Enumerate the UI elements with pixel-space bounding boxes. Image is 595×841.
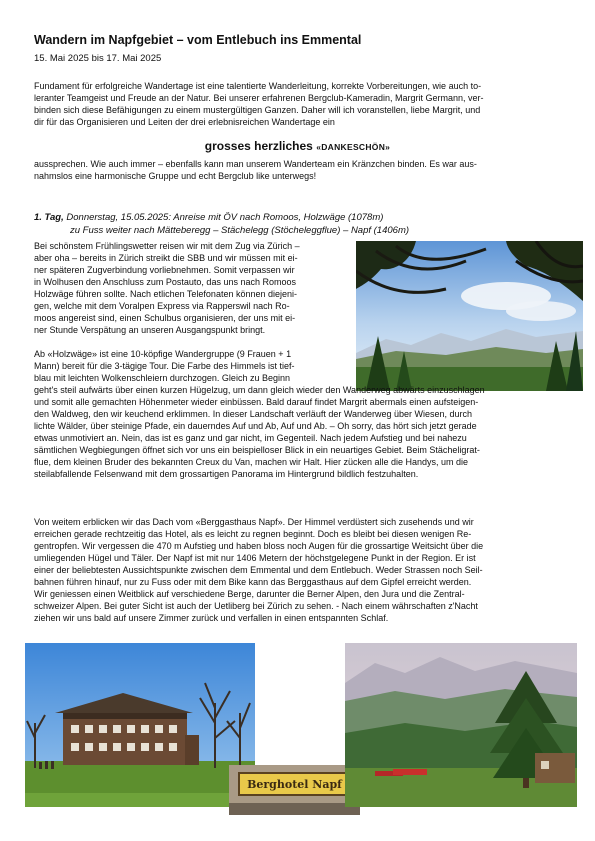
text-line: erreichen gerade rechtzeitig das Hotel, als es leicht zu regnen beginnt. Doch es bleibt bei diesen wenigen Re-	[34, 529, 472, 539]
thanks-heading	[0, 139, 595, 153]
text-line: ner Stunde Verspätung an unseren Ausgangspunkt bringt.	[34, 325, 266, 335]
text-line: blau mit leichten Wolkenschleiern durchzogen. Gleich zu Beginn	[34, 373, 290, 383]
sign-photo	[229, 765, 360, 815]
text-line: gentropfen. Wir vergessen die 470 m Aufstieg und haben bloss noch Augen für die grossartige Weitsicht über die	[34, 541, 484, 551]
hotel-photo	[25, 643, 255, 807]
text-line: und somit alle gemachten Höhenmeter wieder einbüssen. Bald darauf findet Margrit abermals einen aufsteigen-	[34, 397, 479, 407]
text-line: etwas unmotiviert an. Nein, das ist es ganz und gar nicht, im Gegenteil. Nach jedem Aufstieg und bei nahezu	[34, 433, 467, 443]
text-line: Bei schönstem Frühlingswetter reisen wir mit dem Zug via Zürich –	[34, 241, 300, 251]
text-line: nahmslos eine harmonische Gruppe und echt Bergclub like unterwegs!	[34, 171, 317, 181]
closing-paragraph	[34, 158, 559, 182]
text-line: Von weitem erblicken wir das Dach vom «Berggasthaus Napf». Der Himmel verdüstert sich zusehends und wir	[34, 517, 474, 527]
text-line: steilabfallende Felsenwand mit dem grossartigen Panorama im Hintergrund bildlich festzuhalten.	[34, 469, 419, 479]
text-line: Ab «Holzwäge» ist eine 10-köpfige Wandergruppe (9 Frauen + 1	[34, 349, 292, 359]
column-paragraph	[34, 240, 348, 384]
body-paragraph-1	[34, 384, 560, 480]
text-line: schweizer Alpen. Bei guter Sicht ist auch der Uetliberg bei Zürich zu sehen. - Nach einem währschaften z'Nacht	[34, 601, 478, 611]
panorama-photo	[356, 241, 583, 391]
text-line: Wir geniessen einen Weitblick auf verschiedene Berge, darunter die Berner Alpen, den Jura und die Zentral-	[34, 589, 465, 599]
text-line: aber oha – bereits in Zürich streikt die SBB und wir müssen mit ei-	[34, 253, 298, 263]
text-line: geht's steil aufwärts über einen kurzen Hügelzug, um dann gleich wieder den Wanderweg abwärts einzuschlagen	[34, 385, 485, 395]
intro-paragraph	[34, 80, 559, 128]
text-line	[34, 336, 348, 348]
day-line-2: zu Fuss weiter nach Mätteberegg – Stächelegg (Stöcheleggflue) – Napf (1406m)	[70, 225, 410, 236]
text-line: ner späteren Zugverbindung vorliebnehmen. Somit verpassen wir	[34, 265, 295, 275]
text-line: bahnen führen hinauf, nur zu Fuss oder mit dem Bike kann das Berggasthaus auf dem Gipfel erreicht werden.	[34, 577, 472, 587]
page-title: Wandern im Napfgebiet – vom Entlebuch ins Emmental	[34, 33, 362, 47]
day-label: 1. Tag,	[34, 212, 64, 223]
sign-text: Berghotel Napf	[247, 778, 342, 791]
date-range: 15. Mai 2025 bis 17. Mai 2025	[34, 53, 162, 64]
text-line: sämtlichen Wegbiegungen öffnet sich vor uns ein beispielloser Blick in ein neuartiges Gebiet. Beim Stächeligrat-	[34, 445, 480, 455]
text-line: leranter Teamgeist und Freude an der Natur. Bei unserer erfahrenen Bergclub-Kameradin, Margrit Germann, ver-	[34, 93, 484, 103]
text-line: aussprechen. Wie auch immer – ebenfalls kann man unserem Wanderteam ein Kränzchen binden. Es war aus-	[34, 159, 477, 169]
text-line: gen, welche mit dem Voralpen Express via Rapperswil nach Ro-	[34, 301, 290, 311]
text-line: Holzwäge führen sollte. Nach etlichen Telefonaten können diejeni-	[34, 289, 298, 299]
text-line: flue, dem kleinen Bruder des bekannten Creux du Van, machen wir Halt. Hier zücken alle die Handys, um die	[34, 457, 469, 467]
text-line: ziehen wir uns bald auf unsere Zimmer zurück und verfallen in einen entspannten Schlaf.	[34, 613, 389, 623]
day-heading	[34, 211, 574, 237]
thanks-prefix: grosses herzliches	[204, 139, 313, 153]
text-line: umliegenden Hügel und Täler. Der Napf ist mit nur 1406 Metern der höchstgelegene Punkt in der Region. Er ist	[34, 553, 476, 563]
day-line-1: Donnerstag, 15.05.2025: Anreise mit ÖV nach Romoos, Holzwäge (1078m)	[66, 212, 384, 223]
bench-view-photo	[345, 643, 577, 807]
body-paragraph-2	[34, 516, 560, 624]
text-line: moos angereist sind, einen Schulbus organisieren, der uns mit ei-	[34, 313, 296, 323]
text-line: den Waldweg, den wir keuchend erklimmen. In dieser Landschaft verläuft der Wanderweg über Wiesen, durch	[34, 409, 473, 419]
text-line: in Wolhusen den Anschluss zum Postauto, das uns nach Romoos	[34, 277, 296, 287]
text-line: Fundament für erfolgreiche Wandertage ist eine talentierte Wanderleitung, korrekte Vorbereitungen, wie auch to-	[34, 81, 482, 91]
text-line: Mann) bereit für die 3-tägige Tour. Die Farbe des Himmels ist tief-	[34, 361, 295, 371]
thanks-caps: «DANKESCHÖN»	[316, 142, 391, 152]
text-line: binden sich diese Befähigungen zu einem mustergültigen Ganzen. Daher will ich voranstellen, liebe Margrit, und	[34, 105, 481, 115]
text-line: einer der beliebtesten Aussichtspunkte zwischen dem Emmental und dem Entlebuch. Weder Strassen noch Seil-	[34, 565, 483, 575]
text-line: dir für das Organisieren und Leiten der drei erlebnisreichen Wandertage ein	[34, 117, 335, 127]
text-line: lichte Wälder, über steinige Pfade, ein dauerndes Auf und Ab, Auf und Ab. – Oh sorry, das hört sich jetzt gerade	[34, 421, 477, 431]
